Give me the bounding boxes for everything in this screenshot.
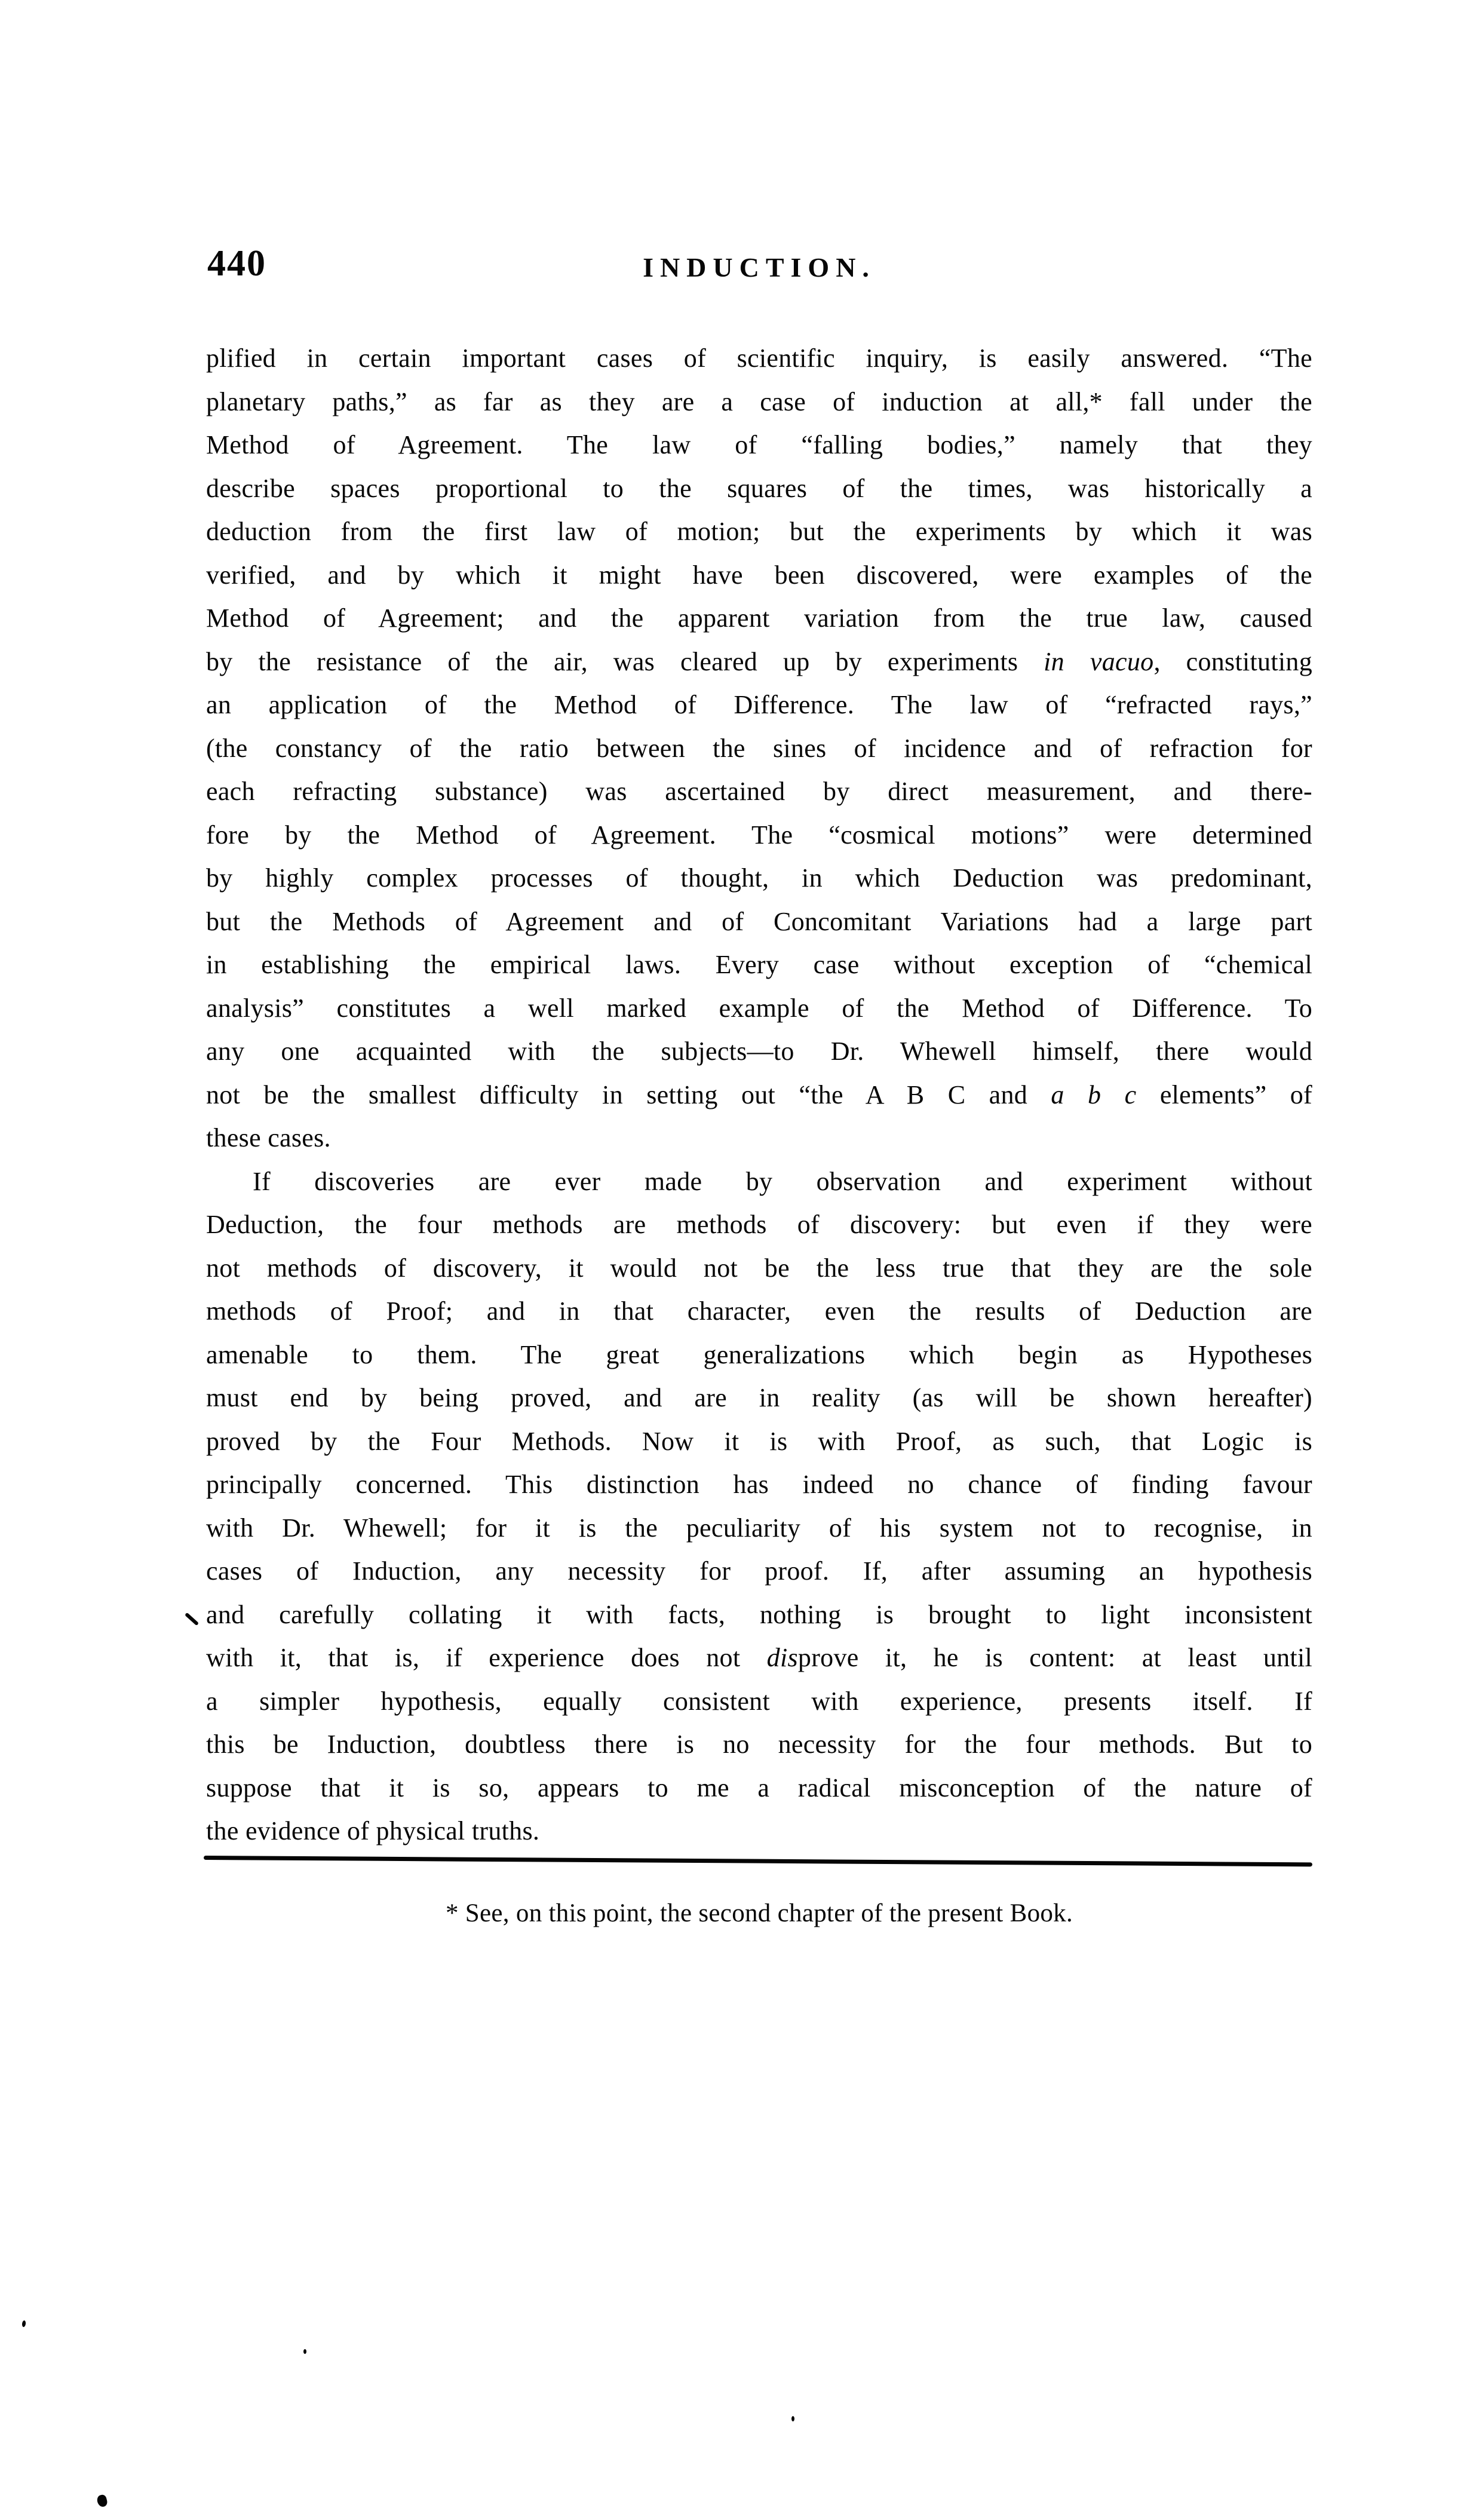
page-header	[206, 244, 1312, 292]
scan-speck	[22, 2320, 26, 2328]
text-line: plified in certain important cases of scientific inquiry, is easily answered. “The	[206, 344, 1312, 373]
text-line: this be Induction, doubtless there is no necessity for the four methods. But to	[206, 1730, 1312, 1759]
page-number: 440	[207, 243, 266, 284]
footnote: * See, on this point, the second chapter of the present Book.	[445, 1899, 1073, 1927]
text-line: principally concerned. This distinction has indeed no chance of finding favour	[206, 1470, 1312, 1499]
margin-pen-mark	[185, 1612, 199, 1626]
running-head-title: INDUCTION.	[643, 252, 876, 283]
text-line: suppose that it is so, appears to me a radical misconception of the nature of	[206, 1773, 1312, 1802]
text-line-paragraph-end: these cases.	[206, 1123, 331, 1152]
text-line: not be the smallest difficulty in setting out “the A B C and a b c elements” of	[206, 1080, 1313, 1109]
text-line: describe spaces proportional to the squares of the times, was historically a	[206, 473, 1312, 503]
text-line: amenable to them. The great generalizations which begin as Hypotheses	[206, 1339, 1312, 1369]
footnote-divider-rule	[204, 1856, 1312, 1866]
text-line-paragraph-start: If discoveries are ever made by observation and experiment without	[253, 1166, 1312, 1196]
text-line: any one acquainted with the subjects—to Dr. Whewell himself, there would	[206, 1037, 1312, 1066]
text-line: must end by being proved, and are in reality (as will be shown hereafter)	[206, 1383, 1312, 1412]
text-line-paragraph-end: the evidence of physical truths.	[206, 1816, 540, 1845]
text-line: deduction from the first law of motion; but the experiments by which it was	[206, 517, 1312, 546]
text-line: but the Methods of Agreement and of Concomitant Variations had a large part	[206, 906, 1312, 936]
text-line: by highly complex processes of thought, in which Deduction was predominant,	[206, 863, 1312, 893]
text-line: proved by the Four Methods. Now it is with Proof, as such, that Logic is	[206, 1426, 1312, 1456]
text-line: with Dr. Whewell; for it is the peculiarity of his system not to recognise, in	[206, 1513, 1312, 1543]
scan-speck	[791, 2416, 794, 2421]
text-line: planetary paths,” as far as they are a case of induction at all,* fall under the	[206, 387, 1312, 416]
text-line: an application of the Method of Difference. The law of “refracted rays,”	[206, 690, 1312, 719]
text-line: cases of Induction, any necessity for proof. If, after assuming an hypothesis	[206, 1556, 1312, 1586]
scan-speck	[96, 2494, 108, 2507]
text-line: a simpler hypothesis, equally consistent with experience, presents itself. If	[206, 1686, 1312, 1716]
text-line: verified, and by which it might have been discovered, were examples of the	[206, 560, 1312, 590]
text-line: each refracting substance) was ascertained by direct measurement, and there-	[206, 777, 1312, 806]
text-line: and carefully collating it with facts, nothing is brought to light inconsistent	[206, 1599, 1312, 1629]
scan-speck	[303, 2349, 306, 2354]
text-line: by the resistance of the air, was cleared up by experiments in vacuo, constituting	[206, 646, 1312, 676]
text-line: (the constancy of the ratio between the sines of incidence and of refraction for	[206, 733, 1312, 763]
text-line: in establishing the empirical laws. Every case without exception of “chemical	[206, 950, 1312, 979]
text-line: with it, that is, if experience does not disprove it, he is content: at least until	[206, 1643, 1313, 1672]
text-line: Deduction, the four methods are methods of discovery: but even if they were	[206, 1210, 1312, 1239]
text-line: Method of Agreement. The law of “falling bodies,” namely that they	[206, 430, 1312, 459]
text-line: methods of Proof; and in that character, even the results of Deduction are	[206, 1296, 1312, 1326]
text-line: Method of Agreement; and the apparent variation from the true law, caused	[206, 603, 1312, 633]
body-text	[206, 337, 1312, 1853]
text-line: analysis” constitutes a well marked example of the Method of Difference. To	[206, 993, 1312, 1023]
text-line: not methods of discovery, it would not be the less true that they are the sole	[206, 1253, 1312, 1283]
text-line: fore by the Method of Agreement. The “cosmical motions” were determined	[206, 820, 1312, 850]
